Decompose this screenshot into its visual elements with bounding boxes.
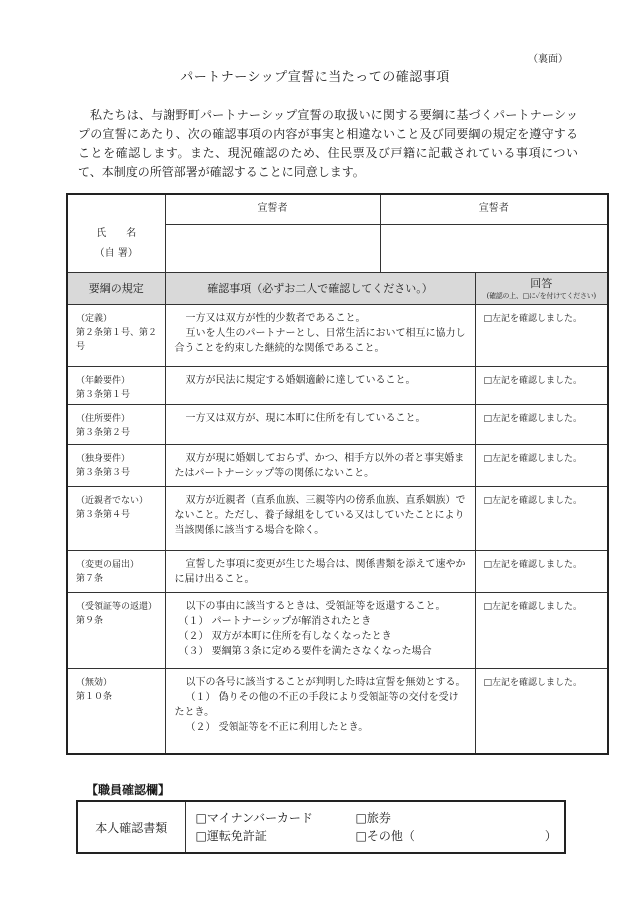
name-label: 氏 名: [96, 228, 137, 240]
declarer-header-1: 宣誓者: [165, 194, 380, 224]
confirm-checkbox[interactable]: □左記を確認しました。: [475, 366, 608, 404]
option-passport[interactable]: □旅券: [355, 811, 391, 825]
requirement-row: [67, 668, 608, 754]
requirement-line: 双方が民法に規定する婚姻適齢に達していること。: [185, 374, 416, 386]
declarer-header-2: 宣誓者: [380, 194, 608, 224]
requirement-rule-cell: [67, 304, 165, 366]
content-column-header: 確認事項（必ずお二人で確認してください。）: [165, 272, 475, 304]
requirement-tag: （受領証等の返還）: [76, 601, 158, 612]
requirement-content-cell: [165, 550, 475, 592]
requirement-content-cell: [165, 304, 475, 366]
confirm-checkbox[interactable]: □左記を確認しました。: [475, 668, 608, 754]
requirement-row: [67, 486, 608, 550]
answer-column-header: [475, 272, 608, 304]
requirement-line: （１） 偽りその他の不正の手段により受領証等の交付を受けたとき。: [174, 691, 459, 718]
requirement-line: 双方が現に婚姻しておらず、かつ、相手方以外の者と事実婚またはパートナーシップ等の関係にないこと。: [174, 452, 465, 479]
requirement-content-cell: [165, 668, 475, 754]
requirement-article: 第２条第１号、第２号: [76, 327, 158, 352]
requirement-rule-cell: [67, 444, 165, 486]
requirement-line: 互いを人生のパートナーとし、日常生活において相互に協力し合うことを約束した継続的な関係であること。: [174, 327, 466, 354]
requirement-rule-cell: [67, 404, 165, 444]
declarer-name-field-2[interactable]: [380, 224, 608, 272]
requirement-row: [67, 550, 608, 592]
confirm-checkbox[interactable]: □左記を確認しました。: [475, 444, 608, 486]
requirement-line: （２） 双方が本町に住所を有しなくなったとき: [178, 630, 392, 642]
confirm-checkbox[interactable]: □左記を確認しました。: [475, 550, 608, 592]
option-drivers-license[interactable]: □運転免許証: [195, 829, 267, 843]
requirement-article: 第３条第１号: [76, 389, 131, 400]
requirement-line: （３） 要綱第３条に定める要件を満たさなくなった場合: [178, 645, 432, 657]
requirement-line: 以下の事由に該当するときは、受領証等を返還すること。: [185, 600, 446, 612]
confirm-checkbox[interactable]: □左記を確認しました。: [475, 404, 608, 444]
requirement-content-cell: [165, 592, 475, 668]
page-side-label: （裏面）: [528, 54, 568, 65]
confirm-checkbox[interactable]: □左記を確認しました。: [475, 304, 608, 366]
id-document-options: [185, 801, 565, 853]
declarer-name-field-1[interactable]: [165, 224, 380, 272]
staff-check-table: [76, 800, 566, 854]
requirement-rule-cell: [67, 366, 165, 404]
requirement-article: 第３条第３号: [76, 467, 131, 478]
requirement-line: 以下の各号に該当することが判明した時は宣誓を無効とする。: [185, 676, 466, 688]
requirement-rule-cell: [67, 550, 165, 592]
option-other-close: ）: [544, 829, 557, 843]
requirement-article: 第１０条: [76, 691, 113, 702]
requirement-line: 双方が近親者（直系血族、三親等内の傍系血族、直系姻族）でないこと。ただし、養子縁組をしている又はしていたことにより当該関係に該当する場合を除く。: [174, 494, 466, 536]
requirement-tag: （無効）: [76, 677, 113, 688]
staff-section-title: 【職員確認欄】: [86, 783, 171, 797]
requirement-rule-cell: [67, 592, 165, 668]
requirement-line: 一方又は双方が性的少数者であること。: [185, 312, 366, 324]
rule-column-header: 要綱の規定: [67, 272, 165, 304]
answer-header-note: (確認の上、□に✓を付けてください): [486, 292, 596, 300]
requirement-row: [67, 404, 608, 444]
sign-label: （自 署）: [94, 248, 138, 260]
requirement-tag: （年齢要件）: [76, 375, 131, 386]
requirement-row: [67, 444, 608, 486]
requirement-article: 第３条第２号: [76, 427, 131, 438]
requirement-row: [67, 366, 608, 404]
requirement-content-cell: [165, 404, 475, 444]
option-mynumber-card[interactable]: □マイナンバーカード: [195, 811, 313, 825]
requirement-tag: （独身要件）: [76, 453, 131, 464]
requirement-article: 第９条: [76, 615, 104, 626]
requirement-row: [67, 304, 608, 366]
confirm-checkbox[interactable]: □左記を確認しました。: [475, 592, 608, 668]
requirement-line: （１） パートナーシップが解消されたとき: [178, 615, 372, 627]
option-other[interactable]: □その他（: [355, 829, 415, 843]
requirement-row: [67, 592, 608, 668]
requirement-line: （２） 受領証等を不正に利用したとき。: [185, 721, 369, 733]
requirement-line: 一方又は双方が、現に本町に住所を有していること。: [185, 412, 426, 424]
requirement-tag: （近親者でない）: [76, 495, 149, 506]
name-label-cell: [67, 194, 165, 272]
requirement-line: 宣誓した事項に変更が生じた場合は、関係書類を添えて速やかに届け出ること。: [174, 558, 466, 585]
requirement-content-cell: [165, 444, 475, 486]
requirement-article: 第７条: [76, 573, 104, 584]
requirement-article: 第３条第４号: [76, 509, 131, 520]
page-title: パートナーシップ宣誓に当たっての確認事項: [180, 70, 450, 85]
confirm-checkbox[interactable]: □左記を確認しました。: [475, 486, 608, 550]
requirement-tag: （住所要件）: [76, 413, 131, 424]
requirement-rule-cell: [67, 668, 165, 754]
requirement-rule-cell: [67, 486, 165, 550]
requirement-tag: （定義）: [76, 313, 113, 324]
intro-paragraph: 私たちは、与謝野町パートナーシップ宣誓の取扱いに関する要綱に基づくパートナーシップの宣誓にあたり、次の確認事項の内容が事実と相違ないこと及び同要綱の規定を遵守することを確認します。また、現況確認のため、住民票及び戸籍に記載されている事項について、本制度の所管部署が確認することに同意します。: [78, 108, 578, 179]
answer-header-label: 回答: [530, 277, 553, 290]
id-document-label: 本人確認書類: [77, 801, 185, 853]
requirement-content-cell: [165, 486, 475, 550]
requirement-tag: （変更の届出）: [76, 559, 140, 570]
requirement-content-cell: [165, 366, 475, 404]
confirmation-table: [66, 193, 609, 755]
